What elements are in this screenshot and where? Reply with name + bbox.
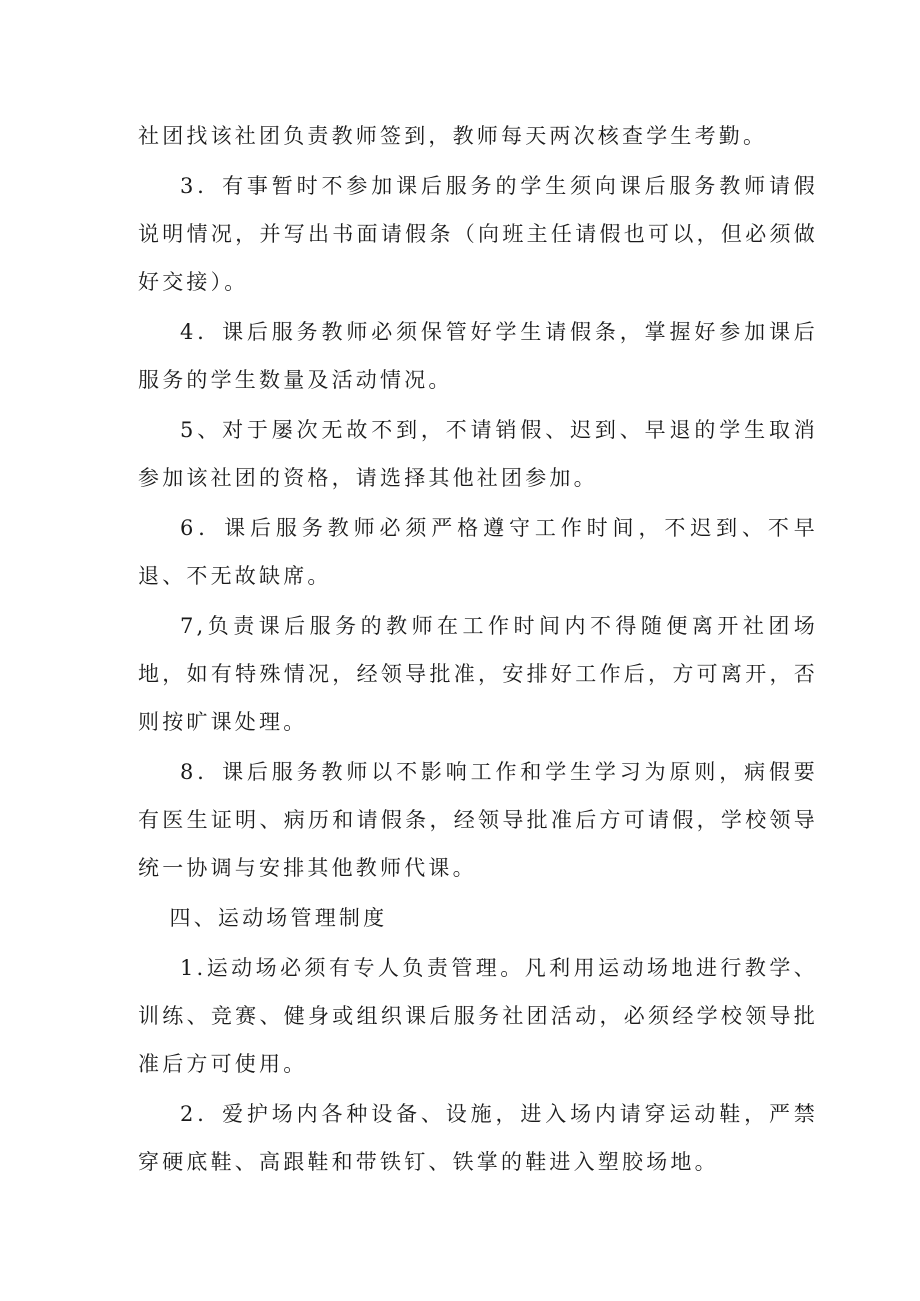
paragraph-item-3: 3．有事暂时不参加课后服务的学生须向课后服务教师请假说明情况，并写出书面请假条（向班主任请假也可以，但必须做好交接）。 — [138, 174, 818, 294]
paragraph-item-8: 8．课后服务教师以不影响工作和学生学习为原则，病假要有医生证明、病历和请假条，经领导批准后方可请假，学校领导统一协调与安排其他教师代课。 — [138, 760, 818, 880]
paragraph-continuation: 社团找该社团负责教师签到，教师每天两次核查学生考勤。 — [138, 124, 768, 148]
paragraph-rule-1: 1.运动场必须有专人负责管理。凡利用运动场地进行教学、训练、竞赛、健身或组织课后服务社团活动，必须经学校领导批准后方可使用。 — [138, 956, 818, 1076]
paragraph-item-5: 5、对于屡次无故不到，不请销假、迟到、早退的学生取消参加该社团的资格，请选择其他社团参加。 — [138, 418, 818, 490]
section-heading: 四、运动场管理制度 — [169, 906, 388, 930]
paragraph-item-7: 7,负责课后服务的教师在工作时间内不得随便离开社团场地，如有特殊情况，经领导批准，安排好工作后，方可离开，否则按旷课处理。 — [138, 614, 818, 734]
paragraph-item-4: 4．课后服务教师必须保管好学生请假条，掌握好参加课后服务的学生数量及活动情况。 — [138, 320, 818, 392]
paragraph-item-6: 6．课后服务教师必须严格遵守工作时间，不迟到、不早退、不无故缺席。 — [138, 516, 818, 588]
document-body — [138, 112, 818, 1188]
paragraph-rule-2: 2．爱护场内各种设备、设施，进入场内请穿运动鞋，严禁穿硬底鞋、高跟鞋和带铁钉、铁掌的鞋进入塑胶场地。 — [138, 1102, 818, 1174]
